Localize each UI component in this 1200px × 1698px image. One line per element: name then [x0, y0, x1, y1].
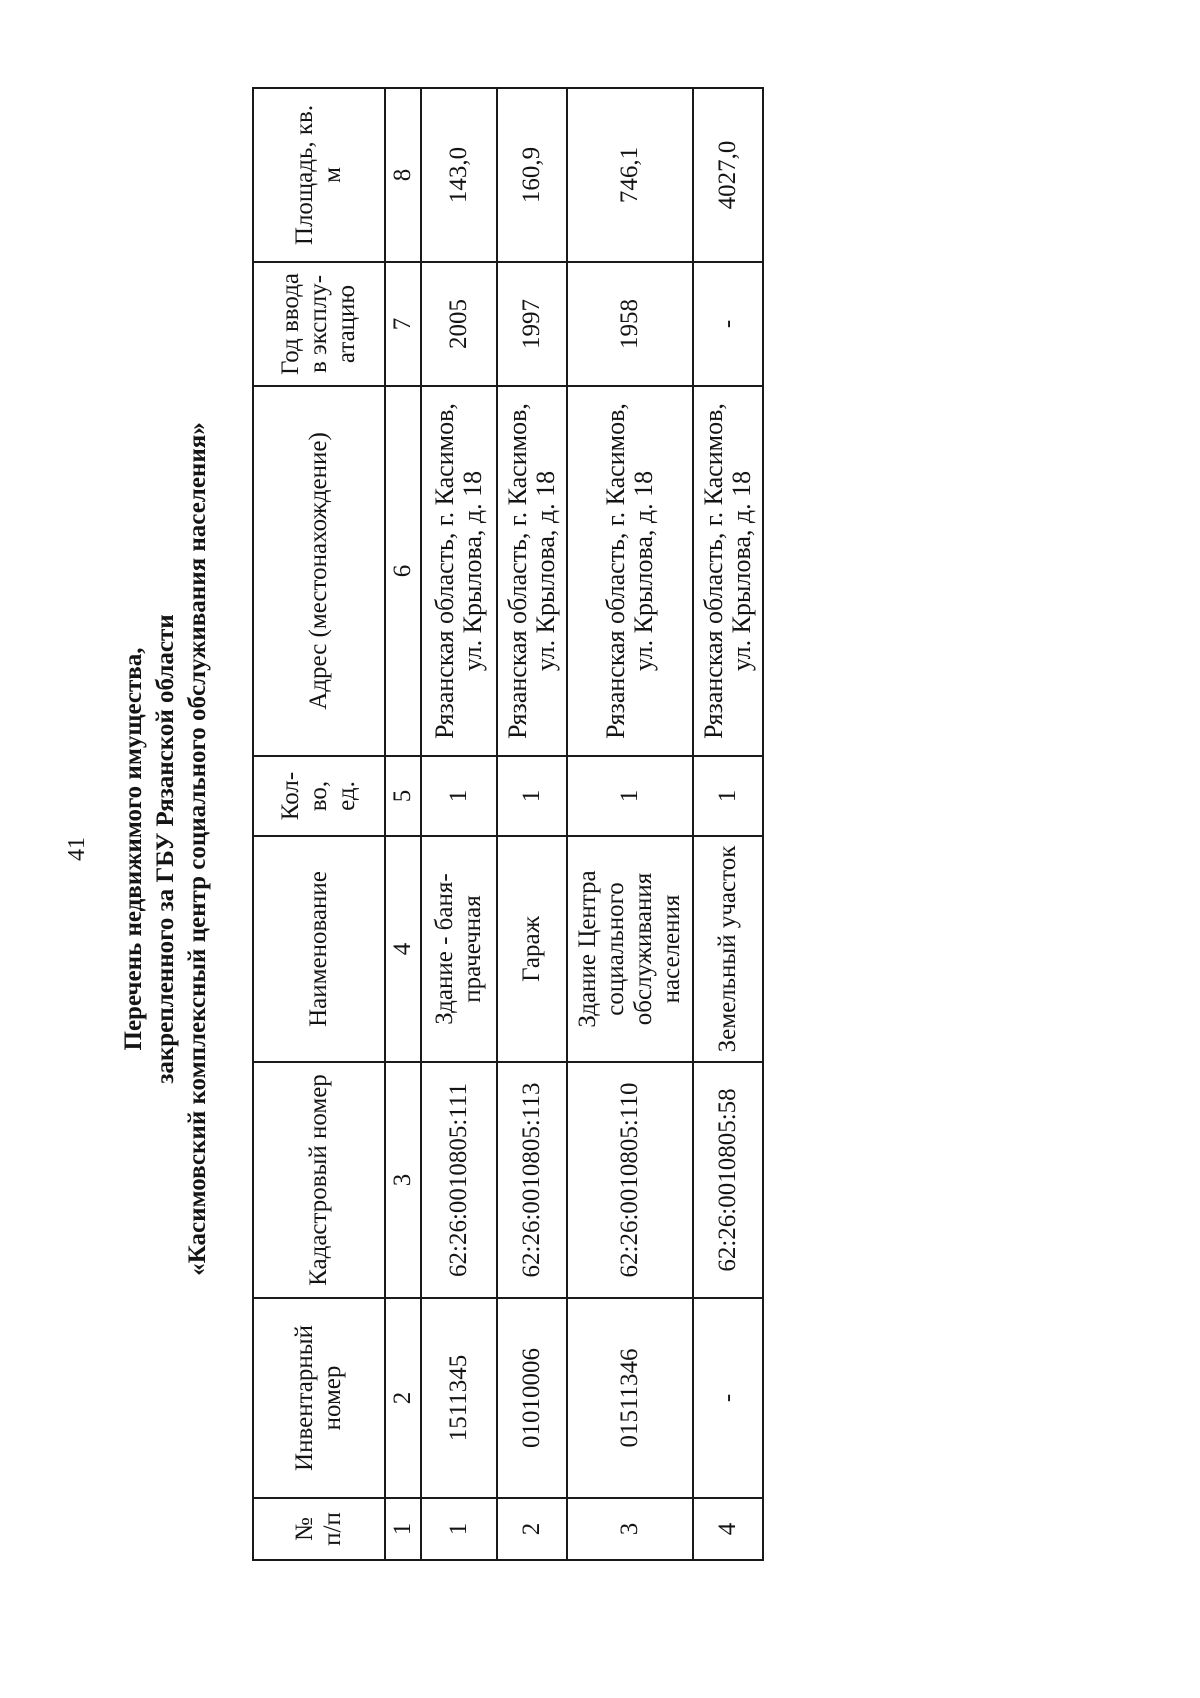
cell-cadastral: 62:26:0010805:111: [421, 1062, 497, 1298]
cell-qty: 1: [421, 756, 497, 836]
page-number: 41: [64, 837, 90, 861]
column-number: 2: [385, 1298, 421, 1498]
column-number-row: [385, 88, 421, 1560]
header-cell-name: Наименование: [253, 836, 385, 1062]
cell-inventory: 01511346: [567, 1298, 693, 1498]
column-number: 4: [385, 836, 421, 1062]
cell-qty: 1: [693, 756, 763, 836]
column-number: 6: [385, 386, 421, 756]
property-table: [252, 87, 764, 1561]
table-row: [567, 88, 693, 1560]
cell-area: 746,1: [567, 88, 693, 262]
cell-cadastral: 62:26:0010805:110: [567, 1062, 693, 1298]
cell-qty: 1: [567, 756, 693, 836]
cell-name: Здание - баня-прачечная: [421, 836, 497, 1062]
table-row: [421, 88, 497, 1560]
column-number: 1: [385, 1498, 421, 1560]
header-cell-area: Площадь, кв. м: [253, 88, 385, 262]
cell-area: 160,9: [497, 88, 567, 262]
cell-year: 1997: [497, 262, 567, 386]
cell-name: Здание Центра социального обслуживания населения: [567, 836, 693, 1062]
rotated-page-content: [30, 29, 1170, 1669]
cell-year: 1958: [567, 262, 693, 386]
cell-year: -: [693, 262, 763, 386]
cell-address: Рязанская область, г. Касимов, ул. Крылова, д. 18: [693, 386, 763, 756]
column-number: 3: [385, 1062, 421, 1298]
cell-num: 4: [693, 1498, 763, 1560]
cell-num: 2: [497, 1498, 567, 1560]
header-cell-year: Год ввода в эксплу-атацию: [253, 262, 385, 386]
cell-year: 2005: [421, 262, 497, 386]
header-cell-cadastral: Кадастровый номер: [253, 1062, 385, 1298]
header-cell-address: Адрес (местонахождение): [253, 386, 385, 756]
title-line: «Касимовский комплексный центр социального обслуживания населения»: [184, 422, 211, 1276]
cell-name: Земельный участок: [693, 836, 763, 1062]
document-title: [118, 29, 214, 1669]
header-cell-inventory: Инвентарный номер: [253, 1298, 385, 1498]
header-cell-qty: Кол-во, ед.: [253, 756, 385, 836]
header-row: [253, 88, 385, 1560]
cell-address: Рязанская область, г. Касимов, ул. Крылова, д. 18: [567, 386, 693, 756]
cell-num: 1: [421, 1498, 497, 1560]
cell-inventory: -: [693, 1298, 763, 1498]
title-line: закрепленного за ГБУ Рязанской области: [152, 614, 179, 1084]
cell-area: 4027,0: [693, 88, 763, 262]
column-number: 5: [385, 756, 421, 836]
title-line: Перечень недвижимого имущества,: [120, 647, 147, 1051]
cell-inventory: 1511345: [421, 1298, 497, 1498]
cell-num: 3: [567, 1498, 693, 1560]
cell-address: Рязанская область, г. Касимов, ул. Крылова, д. 18: [497, 386, 567, 756]
cell-cadastral: 62:26:0010805:113: [497, 1062, 567, 1298]
cell-cadastral: 62:26:0010805:58: [693, 1062, 763, 1298]
cell-area: 143,0: [421, 88, 497, 262]
table-row: [497, 88, 567, 1560]
cell-inventory: 01010006: [497, 1298, 567, 1498]
cell-name: Гараж: [497, 836, 567, 1062]
cell-address: Рязанская область, г. Касимов, ул. Крылова, д. 18: [421, 386, 497, 756]
table-row: [693, 88, 763, 1560]
column-number: 8: [385, 88, 421, 262]
header-cell-num: № п/п: [253, 1498, 385, 1560]
cell-qty: 1: [497, 756, 567, 836]
column-number: 7: [385, 262, 421, 386]
